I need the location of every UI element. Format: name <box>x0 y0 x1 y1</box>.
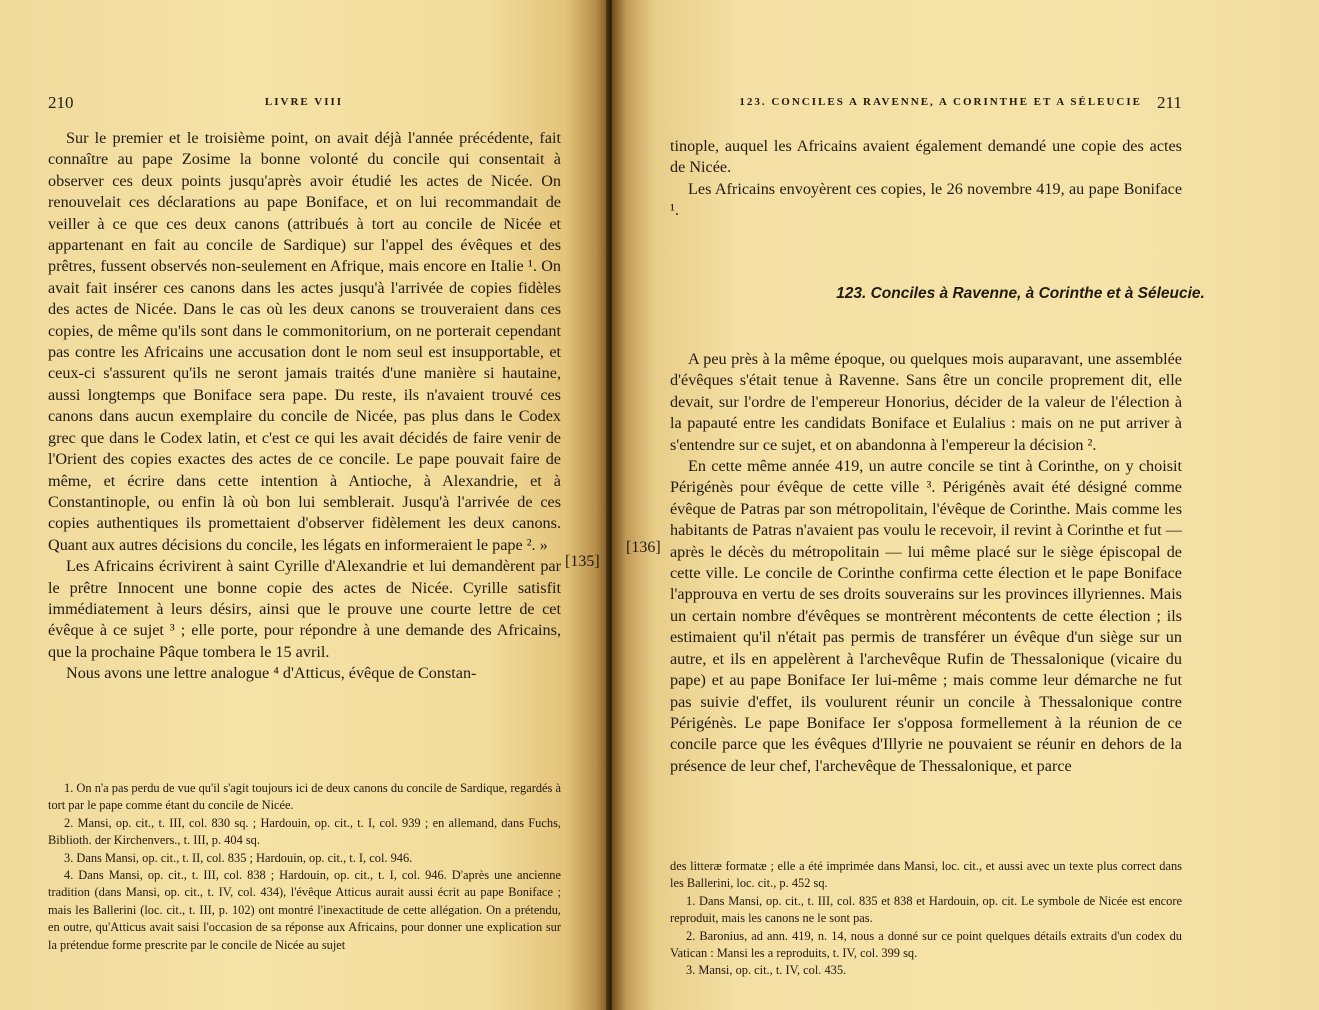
right-body <box>670 349 1182 777</box>
paragraph: En cette même année 419, un autre concile se tint à Corinthe, on y choisit Périgénès pour évêque de cette ville ³. Périgénès avait été désigné comme évêque de Patras par son métropolitain, l'évêque de Corinthe. Mais comme les habitants de Patras n'avaient pas voulu le recevoir, il revint à Corinthe et fut — après le décès du métropolitain — lui même placé sur le siège épiscopal de cette ville. Le concile de Corinthe confirma cette élection et le pape Boniface l'approuva en vertu de ses droits souverains sur les provinces illyriennes. Mais un certain nombre d'évêques se montrèrent mécontents de cette élection ; ils estimaient qu'il n'était pas permis de transférer un évêque d'un siège sur un autre, et ils en appelèrent à l'archevêque Rufin de Thessalonique (vicaire du pape) et au pape Boniface Ier lui-même ; mais comme leur démarche ne fut pas suivie d'effet, ils voulurent réunir un concile à Thessalonique contre Périgénès. Le pape Boniface Ier s'opposa formellement à la réunion de ce concile parce que les évêques d'Illyrie ne pouvaient se réunir en dehors de la présence de leur chef, l'archevêque de Thessalonique, et parce <box>670 457 1182 775</box>
footnote: 3. Mansi, op. cit., t. IV, col. 435. <box>686 963 847 978</box>
running-head: 123. CONCILES A RAVENNE, A CORINTHE ET A SÉLEUCIE <box>739 96 1142 108</box>
footnote: 4. Dans Mansi, op. cit., t. III, col. 838 ; Hardouin, op. cit., t. I, col. 946. D'après une ancienne tradition (dans Mansi, op. cit., t. IV, col. 434), l'évêque Atticus aurait aussi écrit au pape Boniface ; mais les Ballerini (loc. cit., t. III, p. 102) ont montré l'inexactitude de cette allégation. On a prétendu, en outre, qu'Atticus avait saisi l'occasion de sa réponse aux Africains, pour donner une explication sur la prétendue forme prescrite par le concile de Nicée au sujet <box>48 868 561 952</box>
right-page <box>612 0 1319 1010</box>
paragraph: tinople, auquel les Africains avaient également demandé une copie des actes de Nicée. <box>670 137 1182 177</box>
right-opening <box>670 136 1182 222</box>
left-footnotes <box>48 780 561 954</box>
right-footnotes <box>670 858 1182 980</box>
paragraph: Nous avons une lettre analogue ⁴ d'Atticus, évêque de Constan- <box>66 664 477 683</box>
paragraph: Les Africains écrivirent à saint Cyrille d'Alexandrie et lui demandèrent par le prêtre Innocent une bonne copie des actes de Nicée. Cyrille satisfit immédiatement à leurs désirs, ainsi que le prouve une courte lettre de cet évêque à ce sujet ³ ; elle porte, pour répondre à une demande des Africains, que la prochaine Pâque tombera le 15 avril. <box>48 557 561 661</box>
running-head: LIVRE VIII <box>264 96 344 108</box>
margin-marker: [136] <box>626 539 661 556</box>
left-page <box>0 0 608 1010</box>
footnote: 1. Dans Mansi, op. cit., t. III, col. 835 et 838 et Hardouin, op. cit. Le symbole de Nicée est encore reproduit, mais les canons ne le sont pas. <box>670 893 1182 926</box>
margin-marker: [135] <box>565 553 600 570</box>
paragraph: A peu près à la même époque, ou quelques mois auparavant, une assemblée d'évêques s'était tenue à Ravenne. Sans être un concile proprement dit, elle devait, sur l'ordre de l'empereur Honorius, décider de la valeur de l'élection à la papauté entre les candidats Boniface et Eulalius : mais on ne put arriver à s'entendre sur ce sujet, et on abandonna à l'empereur la décision ². <box>670 350 1182 454</box>
section-title: 123. Conciles à Ravenne, à Corinthe et à Séleucie. <box>836 285 1205 302</box>
page-number: 210 <box>48 93 74 112</box>
footnote: 1. On n'a pas perdu de vue qu'il s'agit toujours ici de deux canons du concile de Sardique, regardés à tort par le pape comme étant du concile de Nicée. <box>48 781 561 813</box>
paragraph: Les Africains envoyèrent ces copies, le 26 novembre 419, au pape Boniface ¹. <box>670 179 1182 220</box>
section-heading <box>612 285 1319 303</box>
page-number: 211 <box>1157 93 1182 112</box>
left-body <box>48 128 561 685</box>
footnote: 3. Dans Mansi, op. cit., t. II, col. 835 ; Hardouin, op. cit., t. I, col. 946. <box>64 850 413 865</box>
paragraph: Sur le premier et le troisième point, on avait déjà l'année précédente, fait connaître au pape Zosime la bonne volonté du concile qui consentait à observer ces deux points jusqu'après avoir étudié les actes de Nicée. On renouvelait ces déclarations au pape Boniface, et on lui recommandait de veiller à ce que ces deux canons (attribués à tort au concile de Nicée et appartenant en fait au concile de Sardique) sur l'appel des évêques et des prêtres, fussent observés non-seulement en Afrique, mais encore en Italie ¹. On avait fait insérer ces canons dans les actes jusqu'à l'arrivée de copies fidèles des actes de Nicée. Dans le cas où les deux canons se trouveraient dans ces copies, de même qu'ils sont dans le commonitorium, on ne porterait cependant pas contre les Africains une accusation dont le nom seul est insupportable, et ceux-ci s'assurent qu'ils ne seront jamais traités d'une manière si hautaine, aussi longtemps que Boniface sera pape. Du reste, ils n'avaient trouvé ces canons dans aucun exemplaire du concile de Nicée, pas plus dans le Codex grec que dans le Codex latin, et c'est ce qui les avait décidés de faire venir de l'Orient des copies exactes des actes de ce concile. Le pape pouvait faire de même, et écrire dans cette intention à Antioche, à Alexandrie, et à Constantinople, ou enfin là où bon lui semblerait. Jusqu'à l'arrivée de ces copies authentiques ils promettaient d'observer fidèlement les deux canons. Quant aux autres décisions du concile, les légats en informeraient le pape ². » <box>48 129 561 554</box>
footnote: 2. Mansi, op. cit., t. III, col. 830 sq. ; Hardouin, op. cit., t. I, col. 939 ; en allemand, dans Fuchs, Biblioth. der Kirchenvers., t. III, p. 404 sq. <box>48 815 561 848</box>
footnote: 2. Baronius, ad ann. 419, n. 14, nous a donné sur ce point quelques détails extraits d'un codex du Vatican : Mansi les a reproduits, t. IV, col. 399 sq. <box>670 928 1182 961</box>
footnote: des litteræ formatæ ; elle a été imprimée dans Mansi, loc. cit., et aussi avec un texte plus correct dans les Ballerini, loc. cit., p. 452 sq. <box>670 859 1182 891</box>
